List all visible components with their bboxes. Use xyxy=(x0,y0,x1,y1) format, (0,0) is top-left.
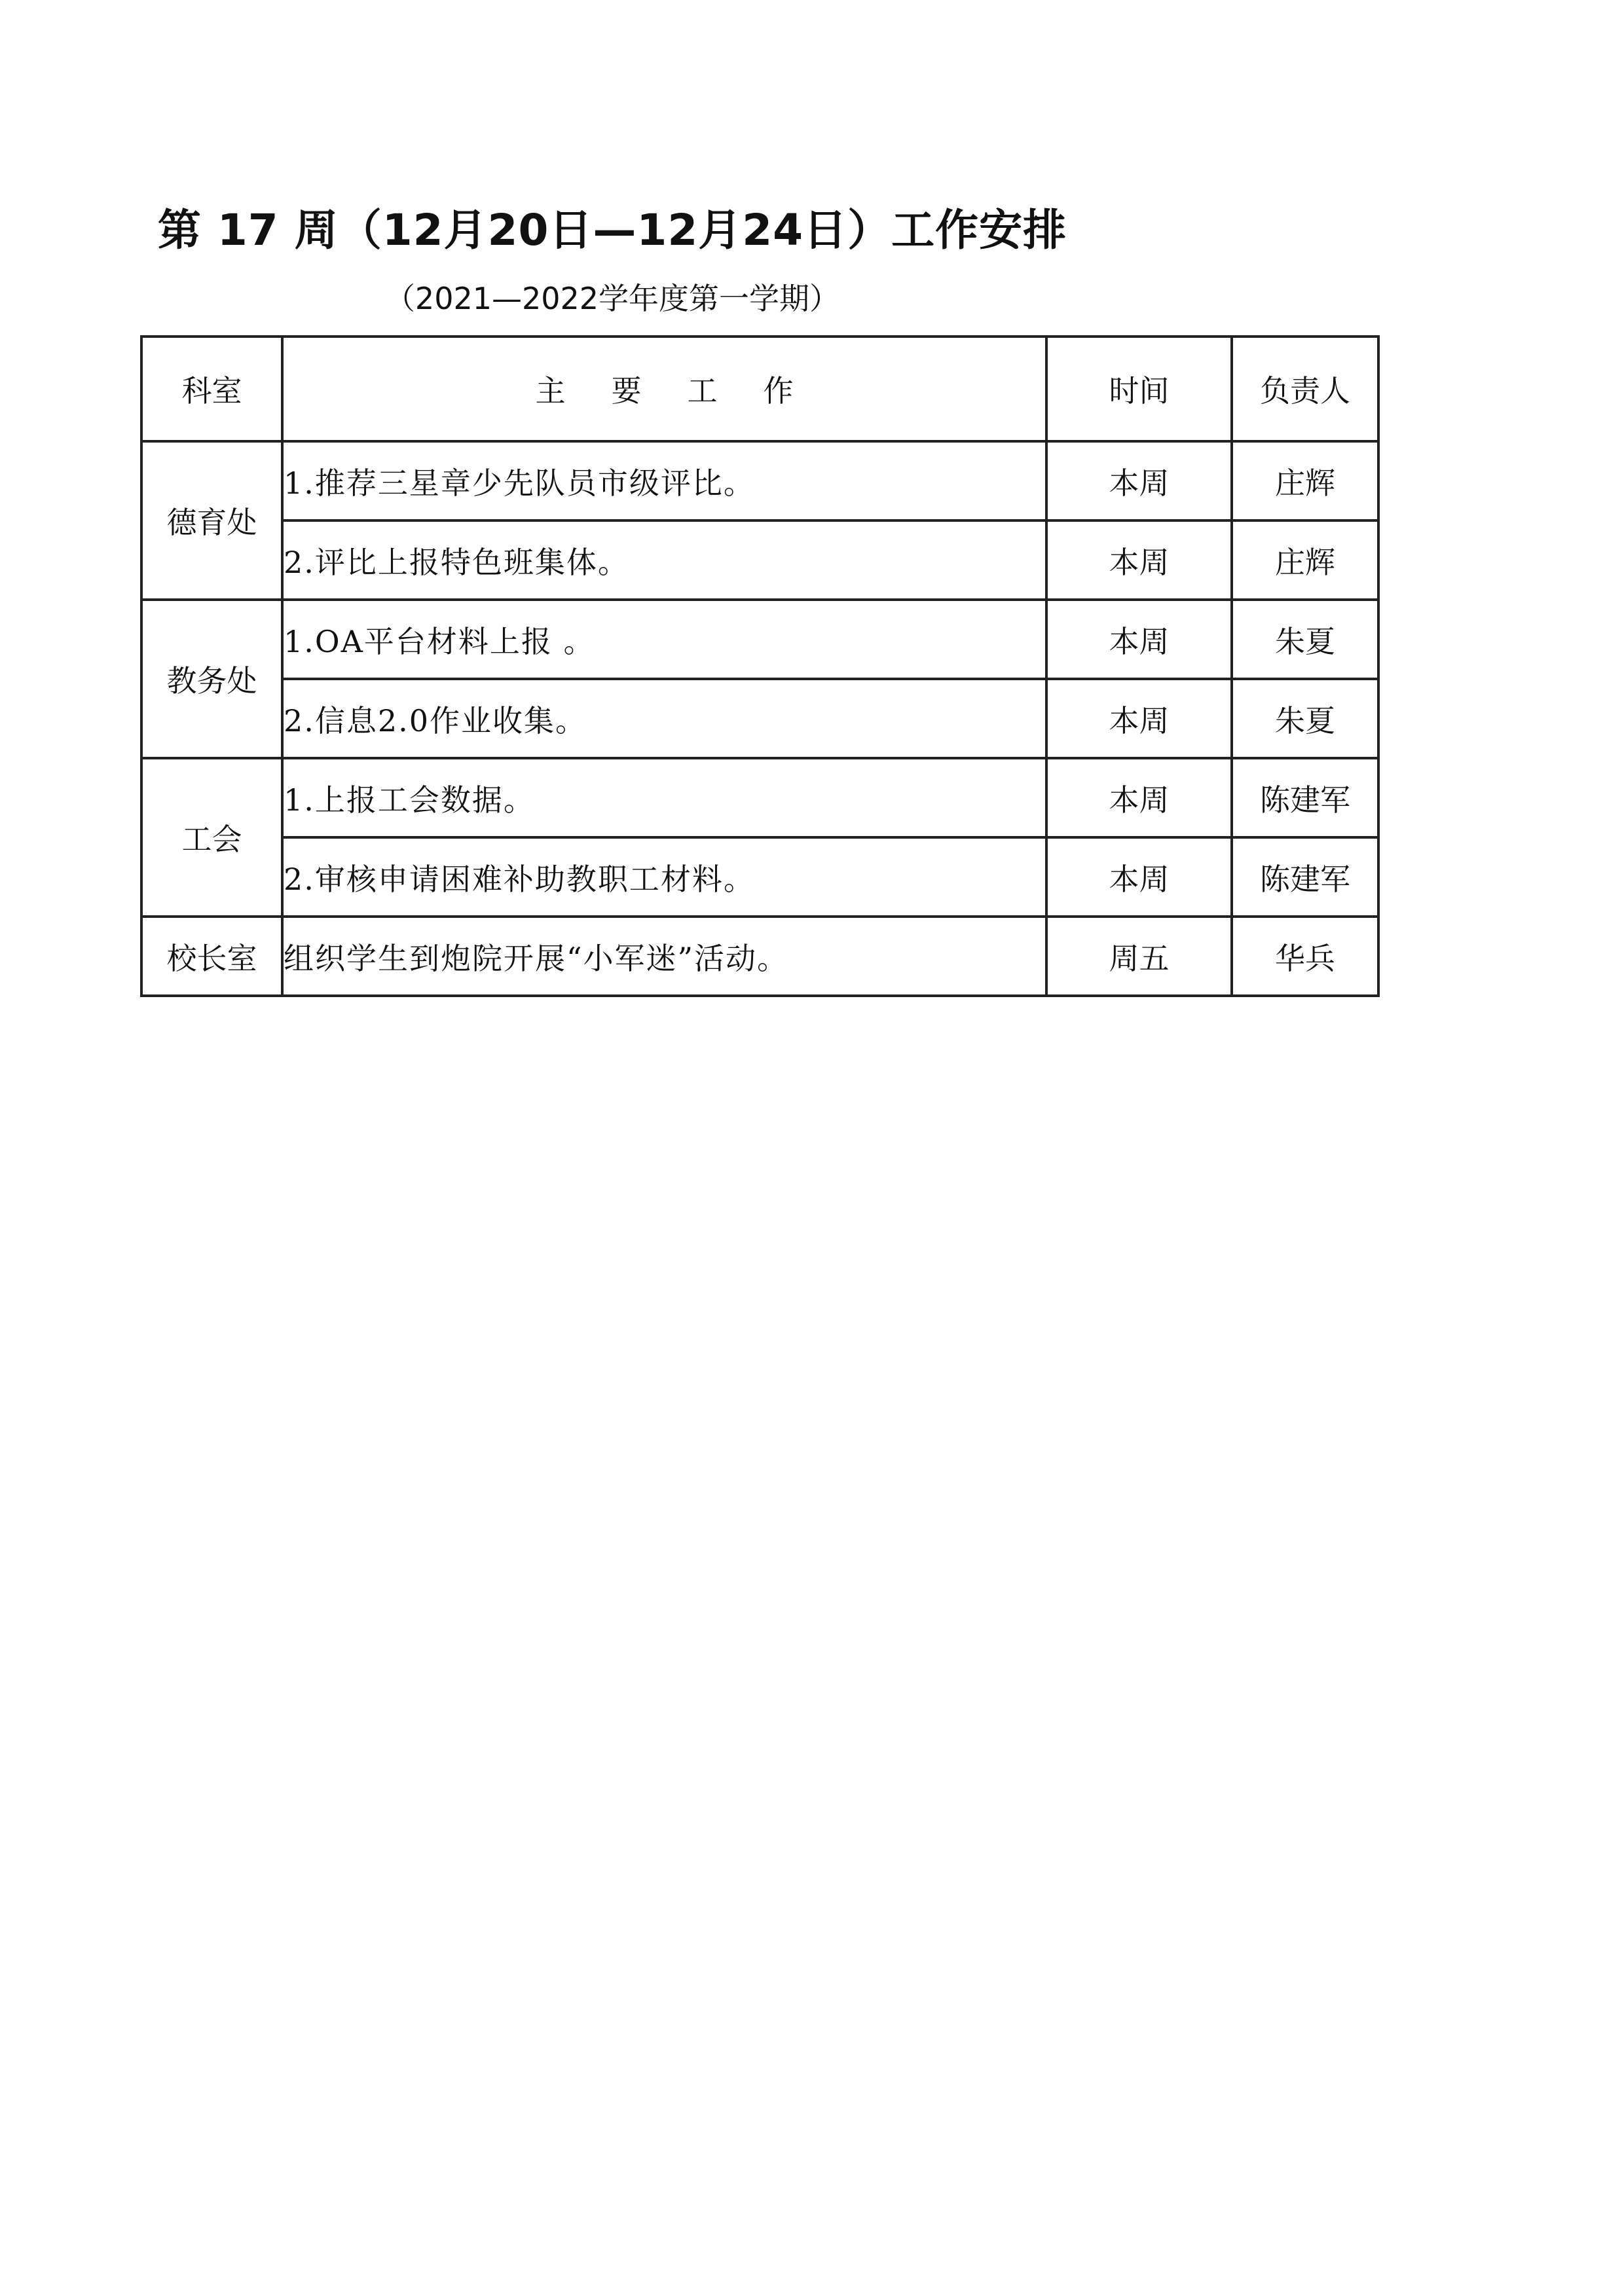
work-cell: 组织学生到炮院开展“小军迷”活动。 xyxy=(282,917,1046,996)
time-cell: 本周 xyxy=(1046,679,1232,758)
work-cell: 2.审核申请困难补助教职工材料。 xyxy=(282,837,1046,917)
table-row xyxy=(141,837,1378,917)
work-cell: 2.评比上报特色班集体。 xyxy=(282,520,1046,600)
table-row xyxy=(141,917,1378,996)
table-row xyxy=(141,441,1378,520)
time-cell: 本周 xyxy=(1046,441,1232,520)
table-row xyxy=(141,520,1378,600)
page-subtitle: （2021—2022学年度第一学期） xyxy=(384,281,840,316)
time-cell: 本周 xyxy=(1046,600,1232,679)
owner-cell: 华兵 xyxy=(1232,917,1378,996)
schedule-table xyxy=(140,335,1380,997)
work-cell: 1.OA平台材料上报 。 xyxy=(282,600,1046,679)
page-title: 第 17 周（12月20日—12月24日）工作安排 xyxy=(157,205,1067,255)
table-row xyxy=(141,600,1378,679)
dept-cell: 教务处 xyxy=(141,600,282,758)
owner-cell: 陈建军 xyxy=(1232,758,1378,837)
owner-cell: 陈建军 xyxy=(1232,837,1378,917)
work-cell: 1.推荐三星章少先队员市级评比。 xyxy=(282,441,1046,520)
dept-cell: 校长室 xyxy=(141,917,282,996)
work-cell: 2.信息2.0作业收集。 xyxy=(282,679,1046,758)
header-owner: 负责人 xyxy=(1232,337,1378,441)
owner-cell: 朱夏 xyxy=(1232,600,1378,679)
table-header-row xyxy=(141,337,1378,441)
owner-cell: 朱夏 xyxy=(1232,679,1378,758)
dept-cell: 德育处 xyxy=(141,441,282,600)
time-cell: 周五 xyxy=(1046,917,1232,996)
table-row xyxy=(141,679,1378,758)
dept-cell: 工会 xyxy=(141,758,282,917)
time-cell: 本周 xyxy=(1046,520,1232,600)
header-dept: 科室 xyxy=(141,337,282,441)
header-time: 时间 xyxy=(1046,337,1232,441)
work-cell: 1.上报工会数据。 xyxy=(282,758,1046,837)
owner-cell: 庄辉 xyxy=(1232,520,1378,600)
table-row xyxy=(141,758,1378,837)
header-main-work: 主要工作 xyxy=(282,337,1046,441)
time-cell: 本周 xyxy=(1046,758,1232,837)
time-cell: 本周 xyxy=(1046,837,1232,917)
owner-cell: 庄辉 xyxy=(1232,441,1378,520)
